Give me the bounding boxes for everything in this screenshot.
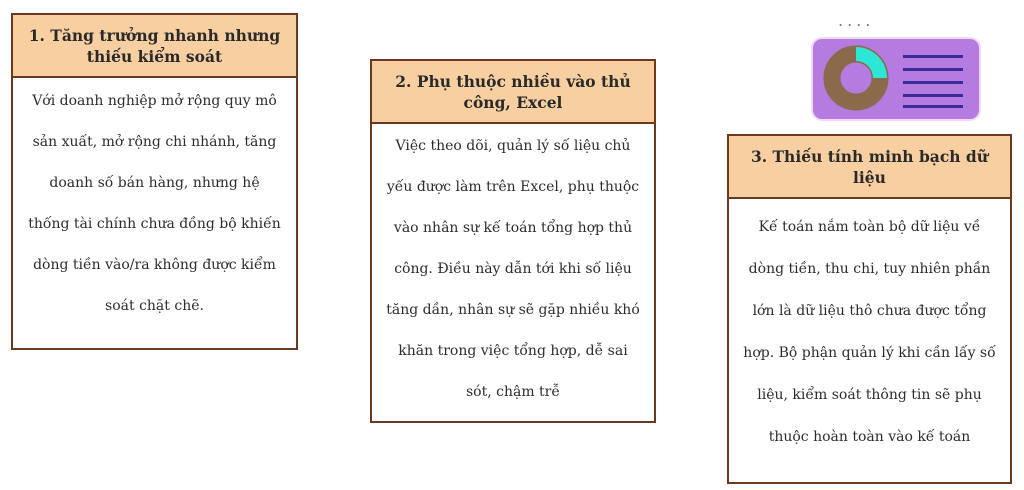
card-body <box>729 199 1010 458</box>
card-body-line: hợp. Bộ phận quản lý khi cần lấy số <box>743 345 996 361</box>
card-body-line: tăng dần, nhân sự sẽ gặp nhiều khó <box>386 302 640 318</box>
card-title: 1. Tăng trưởng nhanh nhưng thiếu kiểm soát <box>13 15 296 78</box>
card-body-line: doanh số bán hàng, nhưng hệ <box>49 175 260 191</box>
card-body-line: Với doanh nghiệp mở rộng quy mô <box>32 93 277 109</box>
card-body-line: vào nhân sự kế toán tổng hợp thủ <box>393 220 633 236</box>
card-title: 2. Phụ thuộc nhiều vào thủ công, Excel <box>372 61 654 124</box>
card-title: 3. Thiếu tính minh bạch dữ liệu <box>729 136 1010 199</box>
card-body-line: thống tài chính chưa đồng bộ khiến <box>28 216 281 232</box>
card-body-line: dòng tiền, thu chi, tuy nhiên phần <box>748 261 991 277</box>
card-body-line: yếu được làm trên Excel, phụ thuộc <box>386 179 640 195</box>
card-body-line: dòng tiền vào/ra không được kiểm <box>33 257 276 273</box>
card-body-line: công. Điều này dẫn tới khi số liệu <box>394 261 632 277</box>
card-body-line: liệu, kiểm soát thông tin sẽ phụ <box>757 387 982 403</box>
card-body-line: Việc theo dõi, quản lý số liệu chủ <box>395 138 631 154</box>
card-manual-excel-dependence <box>370 59 656 423</box>
card-body-line: Kế toán nắm toàn bộ dữ liệu về <box>758 219 981 235</box>
card-body-line: lớn là dữ liệu thô chưa được tổng <box>752 303 987 319</box>
card-lack-of-data-transparency <box>727 134 1012 484</box>
card-body <box>13 78 296 327</box>
card-body-line: thuộc hoàn toàn vào kế toán <box>768 429 971 445</box>
decorative-dots: .... <box>838 11 875 30</box>
card-body-line: sản xuất, mở rộng chi nhánh, tăng <box>32 134 277 150</box>
card-growth-without-control <box>11 13 298 350</box>
card-body-line: soát chặt chẽ. <box>105 298 204 314</box>
card-body-line: sót, chậm trễ <box>465 384 560 400</box>
card-body <box>372 124 654 413</box>
card-body-line: khăn trong việc tổng hợp, dễ sai <box>398 343 628 359</box>
dashboard-report-icon <box>810 36 982 122</box>
